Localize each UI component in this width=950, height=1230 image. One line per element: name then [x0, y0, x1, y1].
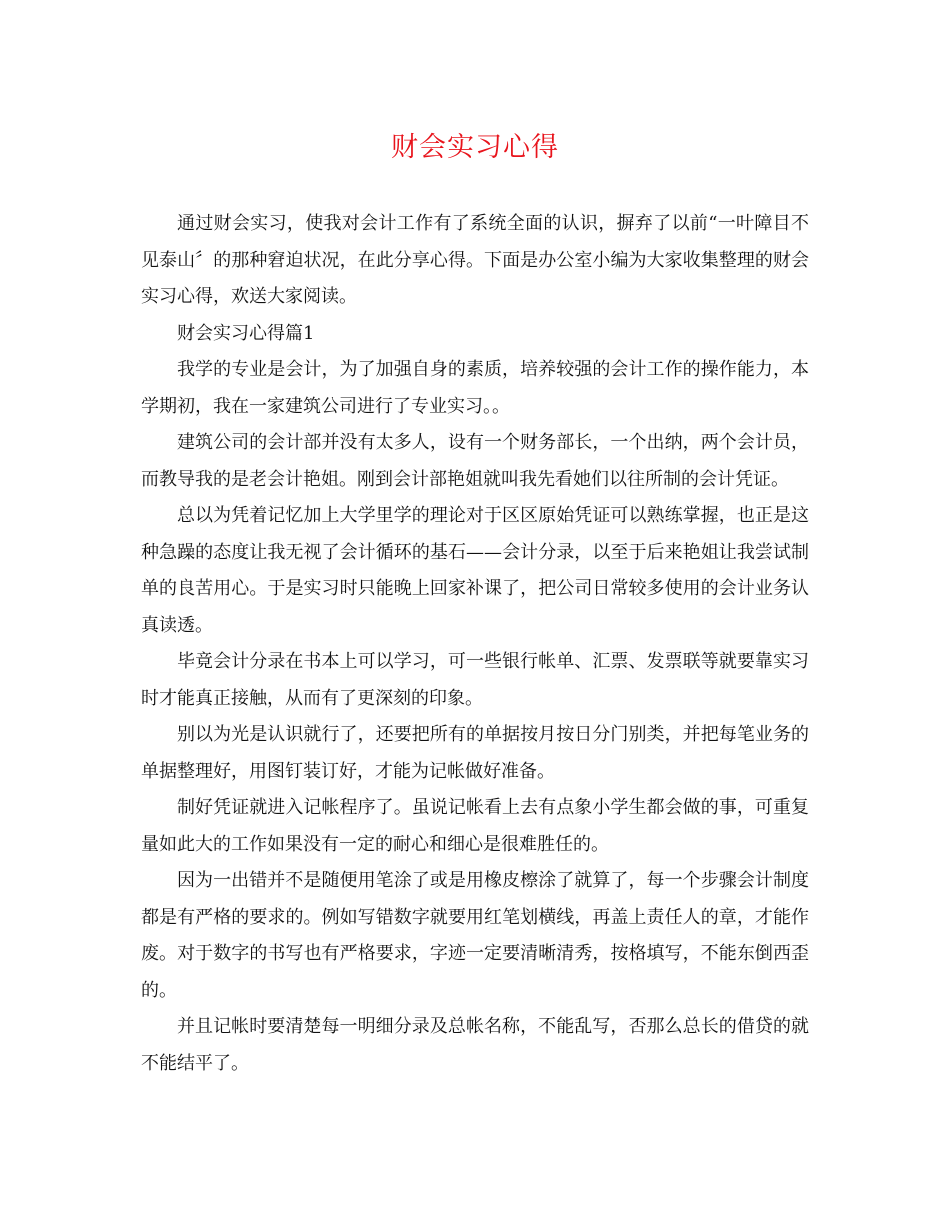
paragraph: 别以为光是认识就行了，还要把所有的单据按月按日分门别类，并把每笔业务的单据整理好，用图钉装订好，才能为记帐做好准备。	[141, 724, 809, 782]
paragraph: 制好凭证就进入记帐程序了。虽说记帐看上去有点象小学生都会做的事，可重复量如此大的工作如果没有一定的耐心和细心是很难胜任的。	[141, 797, 809, 855]
document-title: 财会实习心得	[391, 132, 559, 163]
paragraph-intro: 通过财会实习，使我对会计工作有了系统全面的认识，摒弃了以前“一叶障目不见泰山〞的那种窘迫状况，在此分享心得。下面是办公室小编为大家收集整理的财会实习心得，欢送大家阅读。	[141, 213, 809, 307]
document-body	[141, 206, 809, 1082]
paragraph: 建筑公司的会计部并没有太多人，设有一个财务部长，一个出纳，两个会计员，而教导我的是老会计艳姐。刚到会计部艳姐就叫我先看她们以往所制的会计凭证。	[141, 432, 809, 490]
paragraph: 毕竟会计分录在书本上可以学习，可一些银行帐单、汇票、发票联等就要靠实习时才能真正接触，从而有了更深刻的印象。	[141, 651, 809, 709]
paragraph: 总以为凭着记忆加上大学里学的理论对于区区原始凭证可以熟练掌握，也正是这种急躁的态度让我无视了会计循环的基石——会计分录，以至于后来艳姐让我尝试制单的良苦用心。于是实习时只能晚上回家补课了，把公司日常较多使用的会计业务认真读透。	[141, 505, 809, 636]
paragraph: 因为一出错并不是随便用笔涂了或是用橡皮檫涂了就算了，每一个步骤会计制度都是有严格的要求的。例如写错数字就要用红笔划横线，再盖上责任人的章，才能作废。对于数字的书写也有严格要求，字迹一定要清晰清秀，按格填写，不能东倒西歪的。	[141, 870, 809, 1001]
paragraph: 我学的专业是会计，为了加强自身的素质，培养较强的会计工作的操作能力，本学期初，我在一家建筑公司进行了专业实习。。	[141, 359, 809, 417]
paragraph: 并且记帐时要清楚每一明细分录及总帐名称，不能乱写，否那么总长的借贷的就不能结平了。	[141, 1016, 809, 1074]
section-heading: 财会实习心得篇1	[177, 322, 315, 344]
